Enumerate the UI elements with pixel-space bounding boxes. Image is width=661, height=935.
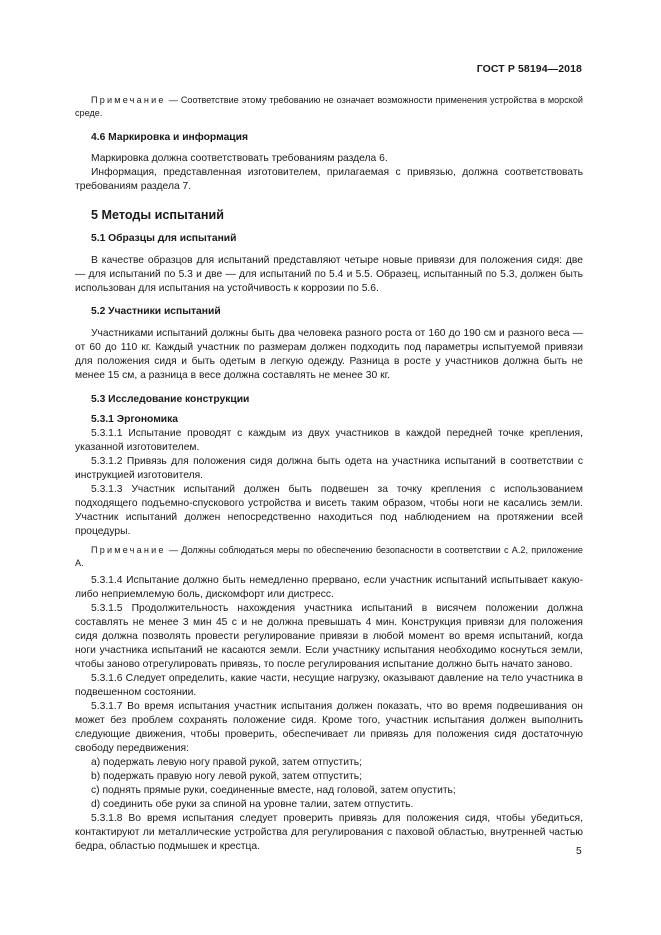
note-text: — Соответствие этому требованию не означает возможности применения устройства в морской среде. [75,95,583,118]
document-id-header: ГОСТ Р 58194—2018 [476,63,582,75]
paragraph: 5.3.1.2 Привязь для положения сидя должна быть одета на участника испытаний в соответствии с инструкцией изготовителя. [75,456,583,481]
note-paragraph [75,94,583,119]
paragraph: 5.3.1.5 Продолжительность нахождения участника испытаний в висячем положении должна составлять не менее 3 мин 45 с и не должна превышать 4 мин. Конструкция привязи для положения сидя должна позволять провести регулирование привязи в любой момент во время испытаний, когда ноги участника испытаний не касаются земли. Если участнику испытания необходимо коснуться земли, чтобы заново отрегулировать привязь, то после регулирования испытание должно быть начато заново. [75,603,583,670]
paragraph: 5.3.1.8 Во время испытания следует проверить привязь для положения сидя, чтобы убедиться, контактируют ли металлические устройства для регулирования с паховой областью, внутренней частью бедра, областью подмышек и крестца. [75,813,583,852]
paragraph: 5.3.1.6 Следует определить, какие части, несущие нагрузку, оказывают давление на тело участника в подвешенном состоянии. [75,673,583,698]
paragraph: Маркировка должна соответствовать требованиям раздела 6. [91,153,388,164]
paragraph: Участниками испытаний должны быть два человека разного роста от 160 до 190 см и разного веса — от 60 до 110 кг. Каждый участник по размерам должен подходить под параметры испытуемой привязи для положения сидя и быть одетым в легкую одежду. Разница в росте у участников должна быть не менее 15 см, а разница в весе должна составлять не менее 30 кг. [75,328,583,381]
note-paragraph [75,544,583,569]
paragraph: 5.3.1.1 Испытание проводят с каждым из двух участников в каждой передней точке крепления, указанной изготовителем. [75,428,583,453]
section-4-6-heading: 4.6 Маркировка и информация [91,132,248,143]
paragraph: 5.3.1.4 Испытание должно быть немедленно прервано, если участник испытаний испытывает какую-либо неприемлемую боль, дискомфорт или дистресс. [75,575,583,600]
section-5-3-1-heading: 5.3.1 Эргономика [91,414,179,425]
section-5-3-heading: 5.3 Исследование конструкции [91,394,250,405]
list-item: b) подержать правую ногу левой рукой, затем отпустить; [91,771,362,782]
paragraph: Информация, представленная изготовителем, прилагаемая с привязью, должна соответствовать требованиям раздела 7. [75,167,583,192]
note-text: — Должны соблюдаться меры по обеспечению безопасности в соответствии с А.2, приложение А. [75,545,583,568]
page-content [75,94,583,854]
list-item: d) соединить обе руки за спиной на уровне талии, затем отпустить. [91,799,414,810]
list-item: a) подержать левую ногу правой рукой, затем отпустить; [91,757,362,768]
paragraph: В качестве образцов для испытаний представляют четыре новые привязи для положения сидя: две — для испытаний по 5.3 и две — для испытаний по 5.4 и 5.5. Образец, испытанный по 5.3, должен быть использован для испытания на устойчивость к коррозии по 5.6. [75,255,583,294]
paragraph: 5.3.1.7 Во время испытания участник испытания должен показать, что во время подвешивания он может без проблем сохранять положение сидя. Кроме того, участник испытания должен выполнить следующие движения, чтобы проверить, обеспечивает ли привязь для положения сидя достаточную свободу передвижения: [75,701,583,754]
note-label: Примечание [91,545,166,555]
list-item: c) поднять прямые руки, соединенные вместе, над головой, затем опустить; [91,785,456,796]
section-5-2-heading: 5.2 Участники испытаний [91,306,221,317]
section-5-heading: 5 Методы испытаний [91,208,224,222]
section-5-1-heading: 5.1 Образцы для испытаний [91,233,237,244]
paragraph: 5.3.1.3 Участник испытаний должен быть подвешен за точку крепления с использованием подходящего подъемно-спускового устройства и висеть таким образом, чтобы ноги не касались земли. Участник испытаний должен непосредственно находиться под наблюдением на протяжении всей процедуры. [75,484,583,537]
note-label: Примечание [91,95,166,105]
page-number: 5 [576,846,582,857]
